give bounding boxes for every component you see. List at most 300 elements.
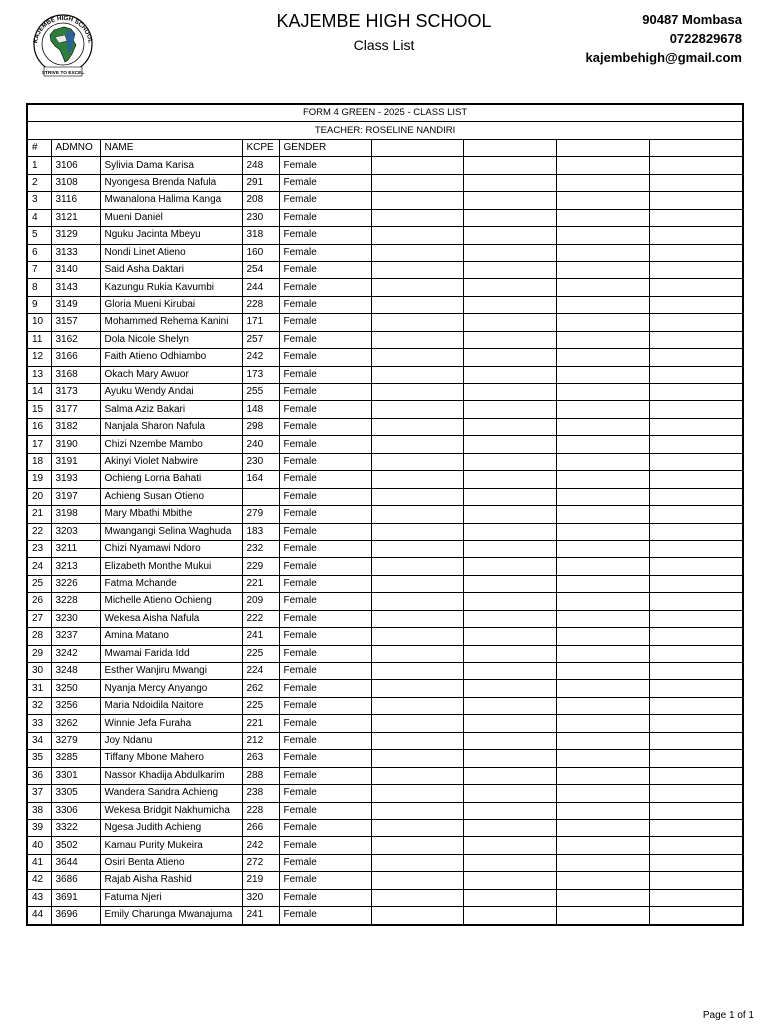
blank-cell bbox=[649, 610, 743, 627]
gender-cell: Female bbox=[279, 436, 371, 453]
blank-cell bbox=[371, 645, 463, 662]
name-cell: Nondi Linet Atieno bbox=[100, 244, 242, 261]
admno-cell: 3230 bbox=[51, 610, 100, 627]
admno-cell: 3197 bbox=[51, 488, 100, 505]
blank-cell bbox=[463, 645, 556, 662]
gender-cell: Female bbox=[279, 453, 371, 470]
blank-cell bbox=[556, 628, 649, 645]
admno-cell: 3182 bbox=[51, 418, 100, 435]
table-row bbox=[27, 436, 743, 453]
gender-cell: Female bbox=[279, 750, 371, 767]
kcpe-cell: 288 bbox=[242, 767, 279, 784]
gender-cell: Female bbox=[279, 314, 371, 331]
admno-cell: 3211 bbox=[51, 540, 100, 557]
blank-cell bbox=[649, 471, 743, 488]
blank-cell bbox=[556, 261, 649, 278]
blank-cell bbox=[463, 401, 556, 418]
name-cell: Amina Matano bbox=[100, 628, 242, 645]
blank-cell bbox=[649, 575, 743, 592]
blank-cell bbox=[371, 331, 463, 348]
blank-cell bbox=[371, 715, 463, 732]
kcpe-cell: 230 bbox=[242, 453, 279, 470]
kcpe-cell: 266 bbox=[242, 819, 279, 836]
kcpe-cell: 221 bbox=[242, 715, 279, 732]
blank-cell bbox=[649, 889, 743, 906]
name-cell: Gloria Mueni Kirubai bbox=[100, 296, 242, 313]
table-row bbox=[27, 157, 743, 174]
blank-cell bbox=[463, 471, 556, 488]
kcpe-cell: 228 bbox=[242, 296, 279, 313]
blank-cell bbox=[556, 663, 649, 680]
blank-cell bbox=[371, 785, 463, 802]
table-row bbox=[27, 227, 743, 244]
table-row bbox=[27, 715, 743, 732]
admno-cell: 3285 bbox=[51, 750, 100, 767]
blank-cell bbox=[371, 401, 463, 418]
table-row bbox=[27, 680, 743, 697]
table-row bbox=[27, 645, 743, 662]
table-row bbox=[27, 366, 743, 383]
name-cell: Fatuma Njeri bbox=[100, 889, 242, 906]
blank-cell bbox=[463, 767, 556, 784]
blank-cell bbox=[649, 854, 743, 871]
name-cell: Akinyi Violet Nabwire bbox=[100, 453, 242, 470]
gender-cell: Female bbox=[279, 227, 371, 244]
gender-cell: Female bbox=[279, 610, 371, 627]
kcpe-cell: 212 bbox=[242, 732, 279, 749]
name-cell: Said Asha Daktari bbox=[100, 261, 242, 278]
blank-cell bbox=[556, 540, 649, 557]
table-row bbox=[27, 488, 743, 505]
blank-cell bbox=[371, 854, 463, 871]
contact-address: 90487 Mombasa bbox=[642, 12, 742, 27]
admno-cell: 3108 bbox=[51, 174, 100, 191]
blank-cell bbox=[463, 523, 556, 540]
gender-cell: Female bbox=[279, 802, 371, 819]
kcpe-cell: 224 bbox=[242, 663, 279, 680]
blank-cell bbox=[556, 506, 649, 523]
name-cell: Nguku Jacinta Mbeyu bbox=[100, 227, 242, 244]
blank-cell bbox=[649, 819, 743, 836]
table-row bbox=[27, 314, 743, 331]
blank-cell bbox=[556, 854, 649, 871]
blank-cell bbox=[371, 453, 463, 470]
table-row bbox=[27, 279, 743, 296]
column-header: ADMNO bbox=[51, 139, 100, 156]
name-cell: Kazungu Rukia Kavumbi bbox=[100, 279, 242, 296]
kcpe-cell: 238 bbox=[242, 785, 279, 802]
blank-cell bbox=[556, 244, 649, 261]
blank-cell bbox=[463, 157, 556, 174]
blank-cell bbox=[649, 349, 743, 366]
blank-cell bbox=[649, 401, 743, 418]
name-cell: Osiri Benta Atieno bbox=[100, 854, 242, 871]
kcpe-cell bbox=[242, 488, 279, 505]
gender-cell: Female bbox=[279, 558, 371, 575]
row-number-cell: 22 bbox=[27, 523, 51, 540]
admno-cell: 3305 bbox=[51, 785, 100, 802]
admno-cell: 3121 bbox=[51, 209, 100, 226]
name-cell: Ayuku Wendy Andai bbox=[100, 384, 242, 401]
blank-cell bbox=[371, 593, 463, 610]
table-row bbox=[27, 593, 743, 610]
kcpe-cell: 232 bbox=[242, 540, 279, 557]
table-row bbox=[27, 889, 743, 906]
name-cell: Ochieng Lorna Bahati bbox=[100, 471, 242, 488]
blank-cell bbox=[556, 889, 649, 906]
contact-email: kajembehigh@gmail.com bbox=[585, 50, 742, 65]
blank-cell bbox=[371, 314, 463, 331]
admno-cell: 3644 bbox=[51, 854, 100, 871]
admno-cell: 3168 bbox=[51, 366, 100, 383]
blank-cell bbox=[649, 663, 743, 680]
blank-cell bbox=[556, 802, 649, 819]
blank-cell bbox=[463, 907, 556, 925]
blank-cell bbox=[463, 488, 556, 505]
blank-cell bbox=[649, 331, 743, 348]
blank-cell bbox=[371, 174, 463, 191]
row-number-cell: 35 bbox=[27, 750, 51, 767]
blank-cell bbox=[649, 872, 743, 889]
table-row bbox=[27, 471, 743, 488]
blank-cell bbox=[371, 279, 463, 296]
name-cell: Nanjala Sharon Nafula bbox=[100, 418, 242, 435]
kcpe-cell: 229 bbox=[242, 558, 279, 575]
kcpe-cell: 183 bbox=[242, 523, 279, 540]
gender-cell: Female bbox=[279, 767, 371, 784]
kcpe-cell: 291 bbox=[242, 174, 279, 191]
blank-cell bbox=[371, 418, 463, 435]
admno-cell: 3306 bbox=[51, 802, 100, 819]
kcpe-cell: 255 bbox=[242, 384, 279, 401]
blank-cell bbox=[463, 314, 556, 331]
blank-cell bbox=[649, 296, 743, 313]
table-row bbox=[27, 331, 743, 348]
blank-cell bbox=[649, 697, 743, 714]
blank-cell bbox=[556, 575, 649, 592]
name-cell: Fatma Mchande bbox=[100, 575, 242, 592]
table-row bbox=[27, 174, 743, 191]
table-row bbox=[27, 663, 743, 680]
admno-cell: 3140 bbox=[51, 261, 100, 278]
blank-cell bbox=[371, 244, 463, 261]
name-cell: Nyanja Mercy Anyango bbox=[100, 680, 242, 697]
blank-cell bbox=[371, 680, 463, 697]
blank-cell bbox=[556, 401, 649, 418]
admno-cell: 3242 bbox=[51, 645, 100, 662]
blank-cell bbox=[556, 750, 649, 767]
blank-cell bbox=[463, 785, 556, 802]
name-cell: Achieng Susan Otieno bbox=[100, 488, 242, 505]
admno-cell: 3143 bbox=[51, 279, 100, 296]
admno-cell: 3250 bbox=[51, 680, 100, 697]
blank-cell bbox=[371, 296, 463, 313]
gender-cell: Female bbox=[279, 384, 371, 401]
document-subtitle: Class List bbox=[353, 37, 415, 53]
name-cell: Okach Mary Awuor bbox=[100, 366, 242, 383]
blank-cell bbox=[371, 732, 463, 749]
blank-cell bbox=[463, 209, 556, 226]
column-header bbox=[556, 139, 649, 156]
admno-cell: 3116 bbox=[51, 192, 100, 209]
row-number-cell: 40 bbox=[27, 837, 51, 854]
blank-cell bbox=[649, 732, 743, 749]
row-number-cell: 33 bbox=[27, 715, 51, 732]
blank-cell bbox=[556, 157, 649, 174]
gender-cell: Female bbox=[279, 418, 371, 435]
table-row bbox=[27, 872, 743, 889]
blank-cell bbox=[371, 192, 463, 209]
admno-cell: 3173 bbox=[51, 384, 100, 401]
name-cell: Wekesa Bridgit Nakhumicha bbox=[100, 802, 242, 819]
blank-cell bbox=[463, 244, 556, 261]
blank-cell bbox=[463, 663, 556, 680]
kcpe-cell: 230 bbox=[242, 209, 279, 226]
blank-cell bbox=[371, 227, 463, 244]
blank-cell bbox=[556, 645, 649, 662]
gender-cell: Female bbox=[279, 471, 371, 488]
blank-cell bbox=[463, 261, 556, 278]
kcpe-cell: 263 bbox=[242, 750, 279, 767]
blank-cell bbox=[371, 157, 463, 174]
blank-cell bbox=[649, 227, 743, 244]
blank-cell bbox=[649, 157, 743, 174]
row-number-cell: 29 bbox=[27, 645, 51, 662]
gender-cell: Female bbox=[279, 488, 371, 505]
name-cell: Faith Atieno Odhiambo bbox=[100, 349, 242, 366]
blank-cell bbox=[556, 227, 649, 244]
blank-cell bbox=[556, 279, 649, 296]
logo-arc-text: KAJEMBE HIGH SCHOOL bbox=[32, 14, 94, 44]
row-number-cell: 11 bbox=[27, 331, 51, 348]
admno-cell: 3686 bbox=[51, 872, 100, 889]
column-header bbox=[463, 139, 556, 156]
blank-cell bbox=[463, 593, 556, 610]
kcpe-cell: 173 bbox=[242, 366, 279, 383]
table-row bbox=[27, 907, 743, 925]
logo-motto: STRIVE TO EXCEL bbox=[41, 70, 85, 76]
name-cell: Esther Wanjiru Mwangi bbox=[100, 663, 242, 680]
blank-cell bbox=[463, 854, 556, 871]
name-cell: Kamau Purity Mukeira bbox=[100, 837, 242, 854]
row-number-cell: 36 bbox=[27, 767, 51, 784]
kcpe-cell: 298 bbox=[242, 418, 279, 435]
teacher-row bbox=[27, 122, 743, 139]
name-cell: Emily Charunga Mwanajuma bbox=[100, 907, 242, 925]
column-header: GENDER bbox=[279, 139, 371, 156]
kcpe-cell: 320 bbox=[242, 889, 279, 906]
blank-cell bbox=[463, 715, 556, 732]
name-cell: Ngesa Judith Achieng bbox=[100, 819, 242, 836]
gender-cell: Female bbox=[279, 331, 371, 348]
name-cell: Mohammed Rehema Kanini bbox=[100, 314, 242, 331]
name-cell: Dola Nicole Shelyn bbox=[100, 331, 242, 348]
name-cell: Mueni Daniel bbox=[100, 209, 242, 226]
blank-cell bbox=[649, 506, 743, 523]
name-cell: Elizabeth Monthe Mukui bbox=[100, 558, 242, 575]
row-number-cell: 34 bbox=[27, 732, 51, 749]
blank-cell bbox=[649, 261, 743, 278]
blank-cell bbox=[371, 889, 463, 906]
name-cell: Wandera Sandra Achieng bbox=[100, 785, 242, 802]
table-row bbox=[27, 854, 743, 871]
blank-cell bbox=[371, 540, 463, 557]
admno-cell: 3301 bbox=[51, 767, 100, 784]
name-cell: Joy Ndanu bbox=[100, 732, 242, 749]
row-number-cell: 19 bbox=[27, 471, 51, 488]
gender-cell: Female bbox=[279, 540, 371, 557]
blank-cell bbox=[463, 732, 556, 749]
blank-cell bbox=[556, 697, 649, 714]
blank-cell bbox=[371, 802, 463, 819]
blank-cell bbox=[649, 314, 743, 331]
admno-cell: 3203 bbox=[51, 523, 100, 540]
kcpe-cell: 248 bbox=[242, 157, 279, 174]
name-cell: Sylivia Dama Karisa bbox=[100, 157, 242, 174]
row-number-cell: 4 bbox=[27, 209, 51, 226]
blank-cell bbox=[371, 610, 463, 627]
blank-cell bbox=[556, 680, 649, 697]
gender-cell: Female bbox=[279, 296, 371, 313]
table-row bbox=[27, 261, 743, 278]
admno-cell: 3248 bbox=[51, 663, 100, 680]
blank-cell bbox=[649, 907, 743, 925]
blank-cell bbox=[371, 558, 463, 575]
table-row bbox=[27, 767, 743, 784]
blank-cell bbox=[556, 837, 649, 854]
column-header-row bbox=[27, 139, 743, 156]
table-title-row bbox=[27, 104, 743, 122]
admno-cell: 3213 bbox=[51, 558, 100, 575]
kcpe-cell: 148 bbox=[242, 401, 279, 418]
kcpe-cell: 160 bbox=[242, 244, 279, 261]
row-number-cell: 14 bbox=[27, 384, 51, 401]
admno-cell: 3322 bbox=[51, 819, 100, 836]
kcpe-cell: 209 bbox=[242, 593, 279, 610]
kcpe-cell: 241 bbox=[242, 628, 279, 645]
blank-cell bbox=[649, 715, 743, 732]
table-row bbox=[27, 401, 743, 418]
blank-cell bbox=[371, 767, 463, 784]
blank-cell bbox=[371, 663, 463, 680]
blank-cell bbox=[371, 837, 463, 854]
blank-cell bbox=[463, 819, 556, 836]
row-number-cell: 6 bbox=[27, 244, 51, 261]
gender-cell: Female bbox=[279, 349, 371, 366]
gender-cell: Female bbox=[279, 715, 371, 732]
kcpe-cell: 254 bbox=[242, 261, 279, 278]
gender-cell: Female bbox=[279, 401, 371, 418]
blank-cell bbox=[463, 174, 556, 191]
gender-cell: Female bbox=[279, 697, 371, 714]
kcpe-cell: 272 bbox=[242, 854, 279, 871]
row-number-cell: 37 bbox=[27, 785, 51, 802]
table-row bbox=[27, 349, 743, 366]
name-cell: Mwamai Farida Idd bbox=[100, 645, 242, 662]
gender-cell: Female bbox=[279, 732, 371, 749]
admno-cell: 3149 bbox=[51, 296, 100, 313]
gender-cell: Female bbox=[279, 174, 371, 191]
blank-cell bbox=[649, 628, 743, 645]
blank-cell bbox=[463, 349, 556, 366]
table-row bbox=[27, 819, 743, 836]
blank-cell bbox=[463, 506, 556, 523]
blank-cell bbox=[649, 645, 743, 662]
blank-cell bbox=[556, 349, 649, 366]
blank-cell bbox=[556, 767, 649, 784]
row-number-cell: 30 bbox=[27, 663, 51, 680]
name-cell: Salma Aziz Bakari bbox=[100, 401, 242, 418]
blank-cell bbox=[371, 523, 463, 540]
admno-cell: 3177 bbox=[51, 401, 100, 418]
gender-cell: Female bbox=[279, 261, 371, 278]
blank-cell bbox=[556, 384, 649, 401]
blank-cell bbox=[463, 680, 556, 697]
table-row bbox=[27, 192, 743, 209]
teacher-name: TEACHER: ROSELINE NANDIRI bbox=[27, 122, 743, 139]
kcpe-cell: 318 bbox=[242, 227, 279, 244]
blank-cell bbox=[556, 192, 649, 209]
kcpe-cell: 279 bbox=[242, 506, 279, 523]
name-cell: Winnie Jefa Furaha bbox=[100, 715, 242, 732]
name-cell: Wekesa Aisha Nafula bbox=[100, 610, 242, 627]
row-number-cell: 24 bbox=[27, 558, 51, 575]
blank-cell bbox=[371, 366, 463, 383]
row-number-cell: 20 bbox=[27, 488, 51, 505]
blank-cell bbox=[556, 558, 649, 575]
page-number: Page 1 of 1 bbox=[702, 1010, 754, 1021]
table-row bbox=[27, 523, 743, 540]
row-number-cell: 43 bbox=[27, 889, 51, 906]
blank-cell bbox=[556, 418, 649, 435]
blank-cell bbox=[463, 610, 556, 627]
blank-cell bbox=[556, 209, 649, 226]
row-number-cell: 3 bbox=[27, 192, 51, 209]
blank-cell bbox=[649, 785, 743, 802]
table-row bbox=[27, 506, 743, 523]
row-number-cell: 15 bbox=[27, 401, 51, 418]
row-number-cell: 23 bbox=[27, 540, 51, 557]
table-row bbox=[27, 697, 743, 714]
gender-cell: Female bbox=[279, 157, 371, 174]
blank-cell bbox=[556, 593, 649, 610]
blank-cell bbox=[463, 575, 556, 592]
table-row bbox=[27, 540, 743, 557]
row-number-cell: 8 bbox=[27, 279, 51, 296]
table-row bbox=[27, 418, 743, 435]
gender-cell: Female bbox=[279, 209, 371, 226]
blank-cell bbox=[556, 872, 649, 889]
table-row bbox=[27, 384, 743, 401]
blank-cell bbox=[463, 540, 556, 557]
class-list-table bbox=[26, 103, 744, 926]
blank-cell bbox=[649, 366, 743, 383]
gender-cell: Female bbox=[279, 279, 371, 296]
admno-cell: 3237 bbox=[51, 628, 100, 645]
blank-cell bbox=[556, 331, 649, 348]
gender-cell: Female bbox=[279, 575, 371, 592]
school-name: KAJEMBE HIGH SCHOOL bbox=[276, 11, 492, 31]
gender-cell: Female bbox=[279, 192, 371, 209]
name-cell: Mwanalona Halima Kanga bbox=[100, 192, 242, 209]
blank-cell bbox=[371, 575, 463, 592]
table-row bbox=[27, 732, 743, 749]
blank-cell bbox=[556, 174, 649, 191]
row-number-cell: 16 bbox=[27, 418, 51, 435]
row-number-cell: 44 bbox=[27, 907, 51, 925]
blank-cell bbox=[371, 209, 463, 226]
table-row bbox=[27, 296, 743, 313]
